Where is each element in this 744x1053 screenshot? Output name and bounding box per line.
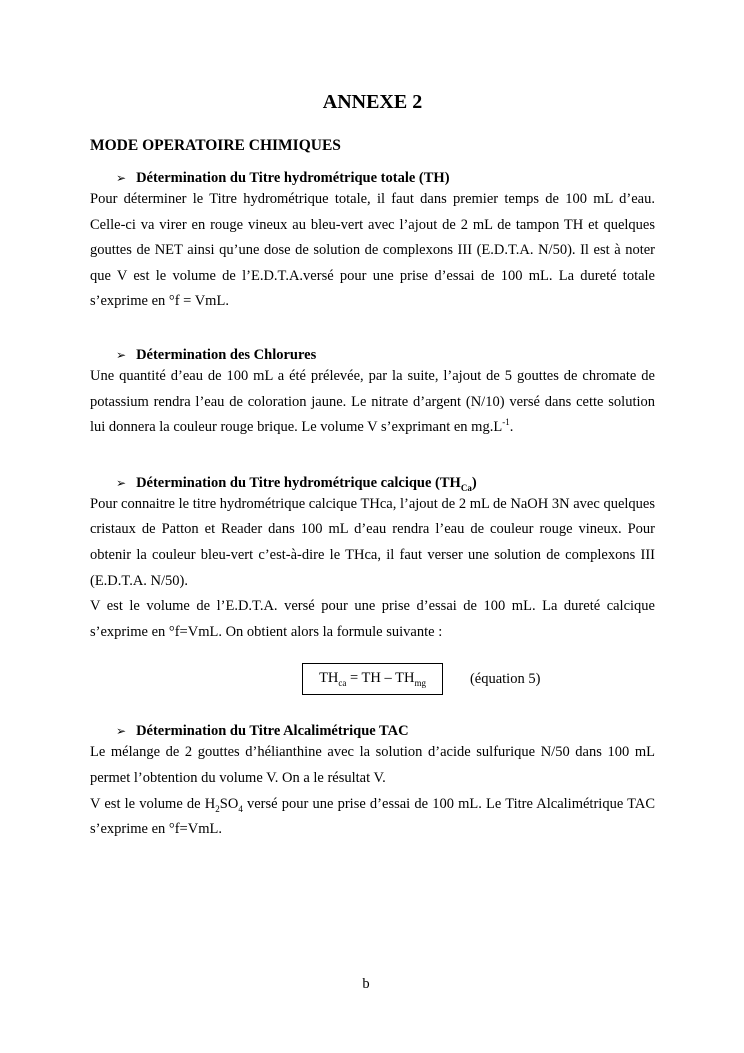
paragraph-th: Pour déterminer le Titre hydrométrique totale, il faut dans premier temps de 100 mL d’eau. Celle-ci va virer en rouge vineux au bleu-vert avec l’ajout de 2 mL de tampon TH et quelques gouttes de NET ainsi qu’une dose de solution de complexons III (E.D.T.A. N/50). Il est à noter que V est le volume de l’E.D.T.A.versé pour une prise d’essai de 100 mL. La dureté totale s’exprime en °f = VmL. <box>90 191 655 310</box>
section-heading-chlorures <box>116 346 655 364</box>
arrow-bullet-icon: ➢ <box>116 724 127 739</box>
section-heading-th <box>116 169 655 187</box>
paragraph-thca-1: Pour connaitre le titre hydrométrique calcique THca, l’ajout de 2 mL de NaOH 3N avec quelques cristaux de Patton et Reader dans 100 mL d’eau rendra l’eau de couleur rouge vineux. Pour obtenir la couleur bleu-vert c’est-à-dire le THca, il faut verser une solution de complexons III (E.D.T.A. N/50). <box>90 495 655 589</box>
main-heading: MODE OPERATOIRE CHIMIQUES <box>90 137 341 154</box>
section-heading-label: Détermination du Titre Alcalimétrique TAC <box>136 723 409 740</box>
paragraph-chlorures: Une quantité d’eau de 100 mL a été prélevée, par la suite, l’ajout de 5 gouttes de chromate de potassium rendra l’eau de coloration jaune. Le nitrate d’argent (N/10) versé dans cette solution lui donnera la couleur rouge brique. Le volume V s’exprimant en $mg.L^{-1}$. <box>90 367 655 436</box>
equation-label: (équation 5) <box>469 670 541 687</box>
arrow-bullet-icon: ➢ <box>116 171 127 185</box>
document-title: ANNEXE 2 <box>322 91 423 113</box>
equation-box: $TH_{ca}$ = TH – $TH_{mg}$ <box>302 663 443 695</box>
arrow-bullet-icon: ➢ <box>116 475 127 490</box>
paragraph-tac-1: Le mélange de 2 gouttes d’hélianthine avec la solution d’acide sulfurique N/50 dans 100 mL permet l’obtention du volume V. On a le résultat V. <box>90 744 655 786</box>
section-heading-label: Détermination des Chlorures <box>136 346 317 363</box>
arrow-bullet-icon: ➢ <box>116 347 127 362</box>
paragraph-tac-2: V est le volume de $H_2SO_4$ versé pour une prise d’essai de 100 mL. Le Titre Alcalimétrique TAC s’exprime en °f=VmL. <box>90 795 655 838</box>
equation-row <box>90 663 655 695</box>
section-heading-label: Détermination du Titre hydrométrique calcique $(TH_{Ca})$ <box>136 474 477 493</box>
section-heading-label: Détermination du Titre hydrométrique totale (TH) <box>136 170 450 186</box>
page-number: b <box>362 976 370 992</box>
section-heading-thca <box>116 474 655 492</box>
section-heading-tac <box>116 722 655 740</box>
paragraph-thca-2: V est le volume de l’E.D.T.A. versé pour une prise d’essai de 100 mL. La dureté calcique s’exprime en °f=VmL. On obtient alors la formule suivante : <box>90 598 655 640</box>
